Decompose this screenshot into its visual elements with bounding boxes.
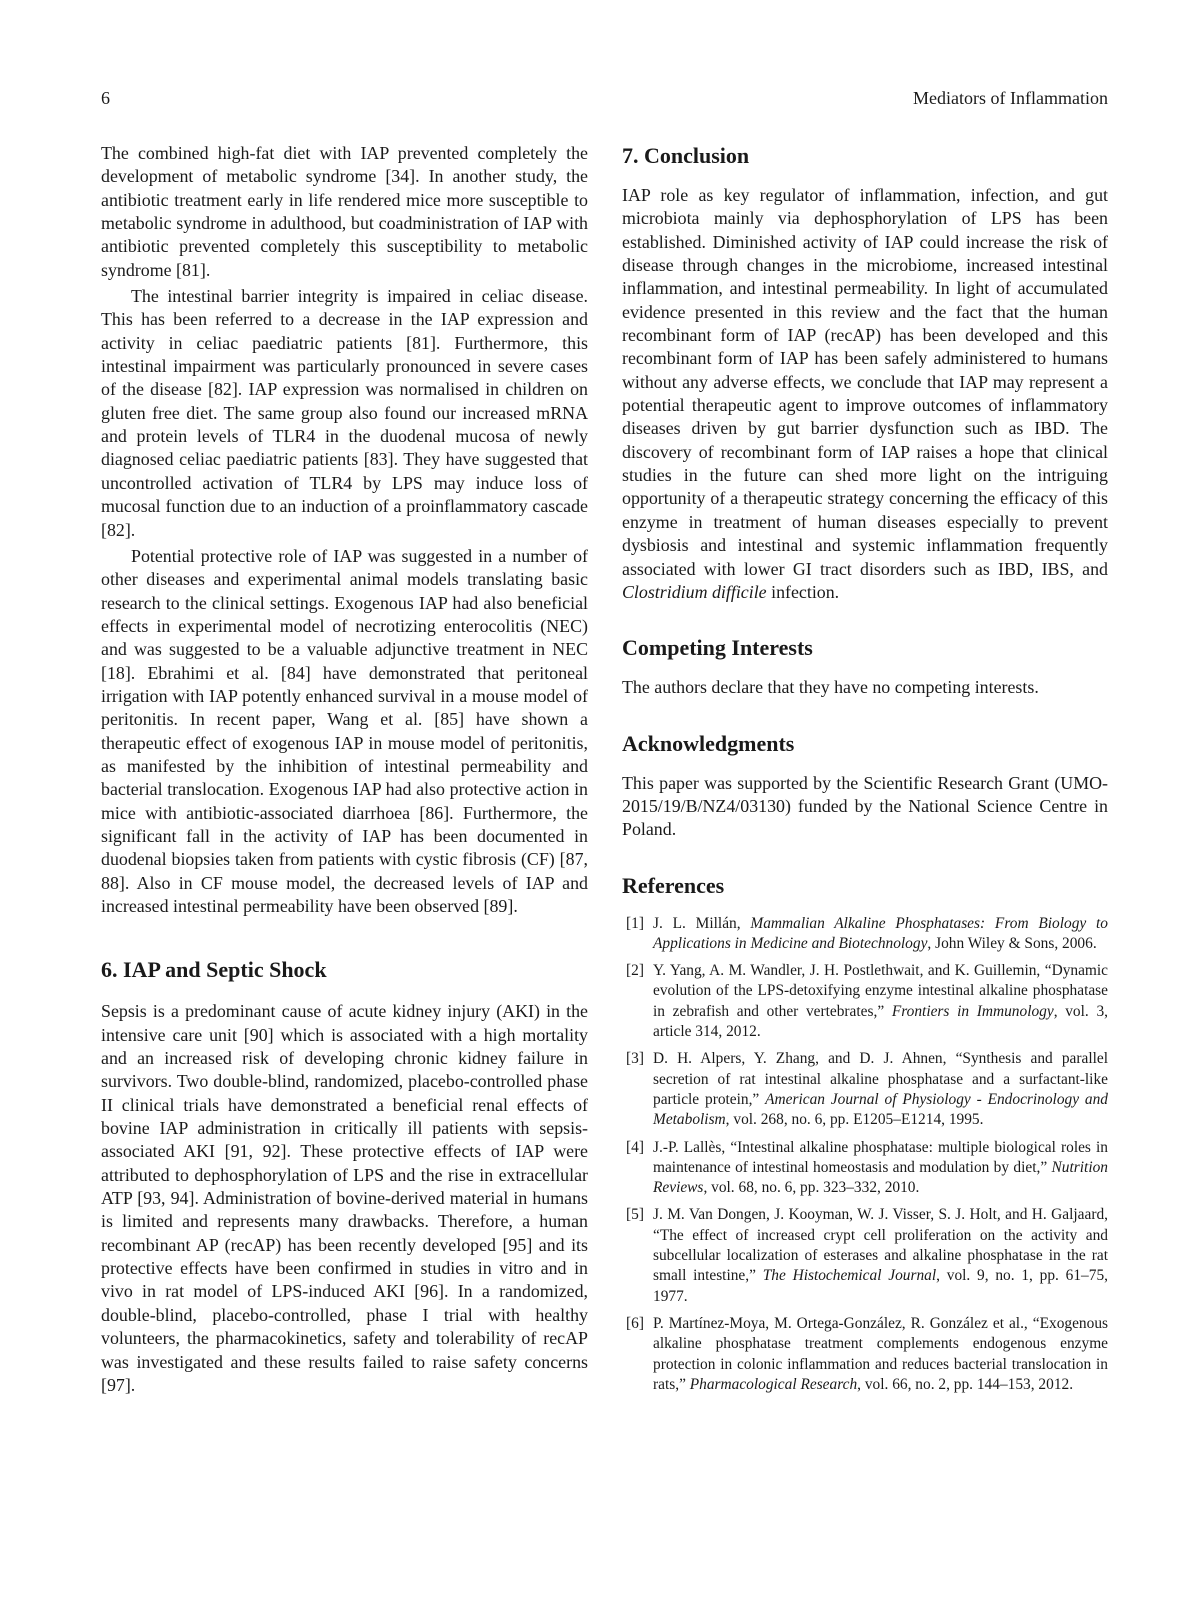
reference-number: [6] — [626, 1314, 644, 1332]
reference-item — [622, 1049, 1108, 1130]
reference-source: American Journal of Physiology - Endocrinology and Metabolism — [653, 1090, 1108, 1129]
reference-source: Pharmacological Research — [689, 1375, 858, 1393]
page-number: 6 — [101, 88, 110, 108]
reference-number: [5] — [626, 1206, 644, 1224]
left-column — [101, 142, 588, 1397]
reference-details: , vol. 9, no. 1, pp. 61–75, 1977. — [653, 1267, 1108, 1305]
reference-item — [622, 1138, 1108, 1199]
right-column — [622, 142, 1108, 1402]
reference-authors: Y. Yang, A. M. Wandler, J. H. Postlethwait, and K. Guillemin, “Dynamic evolution of the LPS-detoxifying enzyme intestinal alkaline phosphatase in zebrafish and other vertebrates,” — [653, 962, 1108, 1020]
reference-details: , vol. 268, no. 6, pp. E1205–E1214, 1995. — [725, 1111, 984, 1129]
reference-source: Mammalian Alkaline Phosphatases: From Biology to Applications in Medicine and Biotechnology — [653, 914, 1108, 952]
reference-authors: P. Martínez-Moya, M. Ortega-González, R. González et al., “Exogenous alkaline phosphatase treatment complements endogenous enzyme protection in colonic inflammation and reduces bacterial translocation in rats,” — [653, 1314, 1108, 1393]
reference-item — [622, 1314, 1108, 1395]
conclusion-species-name: Clostridium difficile — [622, 581, 767, 602]
section-heading-septic-shock: 6. IAP and Septic Shock — [101, 957, 327, 983]
section-heading-conclusion: 7. Conclusion — [622, 143, 750, 168]
reference-authors: D. H. Alpers, Y. Zhang, and D. J. Ahnen, “Synthesis and parallel secretion of rat intestinal alkaline phosphatase and a surfactant-like particle protein,” — [653, 1050, 1108, 1108]
reference-authors: J.-P. Lallès, “Intestinal alkaline phosphatase: multiple biological roles in maintenance of intestinal homeostasis and modulation by diet,” — [653, 1138, 1108, 1176]
reference-number: [4] — [626, 1138, 644, 1156]
reference-item — [622, 1205, 1108, 1306]
reference-item — [622, 914, 1108, 955]
paragraph-metabolic-syndrome: The combined high-fat diet with IAP prevented completely the development of metabolic syndrome [34]. In another study, the antibiotic treatment early in life rendered mice more susceptible to metabolic syndrome in adulthood, but coadministration of IAP with antibiotic prevented completely this susceptibility to metabolic syndrome [81]. — [101, 143, 588, 280]
section-heading-competing-interests: Competing Interests — [622, 635, 813, 661]
paragraph-sepsis: Sepsis is a predominant cause of acute kidney injury (AKI) in the intensive care unit [90] which is associated with a high mortality and an increased risk of developing chronic kidney failure in survivors. Two double-blind, randomized, placebo-controlled phase II clinical trials have demonstrated a beneficial renal effects of bovine IAP administration in critically ill patients with sepsis-associated AKI [91, 92]. These protective effects of IAP were attributed to dephosphorylation of LPS and the rise in extracellular ATP [93, 94]. Administration of bovine-derived material in humans is limited and represents many drawbacks. Therefore, a human recombinant AP (recAP) has been recently developed [95] and its protective effects have been confirmed in studies in vitro and in vivo in rat model of LPS-induced AKI [96]. In a randomized, double-blind, placebo-controlled, phase I trial with healthy volunteers, the pharmacokinetics, safety and tolerability of recAP was investigated and these results failed to raise safety concerns [97]. — [101, 1001, 588, 1395]
conclusion-tail: infection. — [766, 581, 840, 602]
reference-number: [1] — [626, 914, 644, 932]
reference-source: The Histochemical Journal — [762, 1267, 937, 1285]
running-head — [101, 86, 1108, 110]
reference-details: , vol. 66, no. 2, pp. 144–153, 2012. — [857, 1375, 1074, 1393]
journal-name: Mediators of Inflammation — [913, 88, 1108, 108]
paragraph-acknowledgments: This paper was supported by the Scientific Research Grant (UMO-2015/19/B/NZ4/03130) funded by the National Science Centre in Poland. — [622, 772, 1108, 840]
reference-details: , vol. 3, article 314, 2012. — [653, 1002, 1108, 1041]
reference-item — [622, 961, 1108, 1042]
reference-authors: J. L. Millán, — [653, 914, 751, 932]
reference-list — [622, 914, 1108, 1396]
paragraph-protective-role: Potential protective role of IAP was suggested in a number of other diseases and experimental animal models translating basic research to the clinical settings. Exogenous IAP had also beneficial effects in experimental model of necrotizing enterocolitis (NEC) and was suggested to be a valuable adjunctive treatment in NEC [18]. Ebrahimi et al. [84] have demonstrated that peritoneal irrigation with IAP potently enhanced survival in a mouse model of peritonitis. In recent paper, Wang et al. [85] have shown a therapeutic effect of exogenous IAP in mouse model of peritonitis, as manifested by the inhibition of intestinal permeability and bacterial translocation. Exogenous IAP had also protective action in mice with antibiotic-associated diarrhoea [86]. Furthermore, the significant fall in the activity of IAP has been documented in duodenal biopsies taken from patients with cystic fibrosis (CF) [87, 88]. Also in CF mouse model, the decreased levels of IAP and increased intestinal permeability have been observed [89]. — [101, 545, 588, 916]
reference-source: Frontiers in Immunology — [891, 1002, 1054, 1020]
conclusion-text: IAP role as key regulator of inflammation, infection, and gut microbiota mainly via dephosphorylation of LPS has been established. Diminished activity of IAP could increase the risk of disease through changes in the microbiome, increased intestinal inflammation, and intestinal permeability. In light of accumulated evidence presented in this review and the fact that the human recombinant form of IAP (recAP) has been developed and this recombinant form of IAP has been safely administered to humans without any adverse effects, we conclude that IAP may represent a potential therapeutic agent to improve outcomes of inflammatory diseases driven by gut barrier dysfunction such as IBD. The discovery of recombinant form of IAP raises a hope that clinical studies in the future can shed more light on the intriguing opportunity of a therapeutic strategy concerning the efficacy of this enzyme in treatment of human diseases especially to prevent dysbiosis and intestinal and systemic inflammation frequently associated with lower GI tract disorders such as IBD, IBS, and — [622, 185, 1108, 579]
reference-details: , John Wiley & Sons, 2006. — [927, 934, 1097, 952]
reference-number: [2] — [626, 962, 644, 980]
paragraph-competing-interests: The authors declare that they have no competing interests. — [622, 677, 1039, 698]
paragraph-celiac-disease: The intestinal barrier integrity is impaired in celiac disease. This has been referred to a decrease in the IAP expression and activity in celiac paediatric patients [81]. Furthermore, this intestinal impairment was particularly pronounced in severe cases of the disease [82]. IAP expression was normalised in children on gluten free diet. The same group also found our increased mRNA and protein levels of TLR4 in the duodenal mucosa of newly diagnosed celiac paediatric patients [83]. They have suggested that uncontrolled activation of TLR4 by LPS may induce loss of mucosal function due to an induction of a proinflammatory cascade [82]. — [101, 286, 588, 540]
reference-authors: J. M. Van Dongen, J. Kooyman, W. J. Visser, S. J. Holt, and H. Galjaard, “The effect of increased crypt cell proliferation on the activity and subcellular localization of esterases and alkaline phosphatase in the rat small intestine,” — [653, 1206, 1108, 1285]
reference-number: [3] — [626, 1050, 644, 1068]
section-heading-references: References — [622, 872, 725, 898]
section-heading-acknowledgments: Acknowledgments — [622, 730, 795, 756]
paragraph-conclusion — [622, 184, 1108, 604]
reference-details: , vol. 68, no. 6, pp. 323–332, 2010. — [703, 1179, 920, 1197]
reference-source: Nutrition Reviews — [653, 1158, 1108, 1197]
